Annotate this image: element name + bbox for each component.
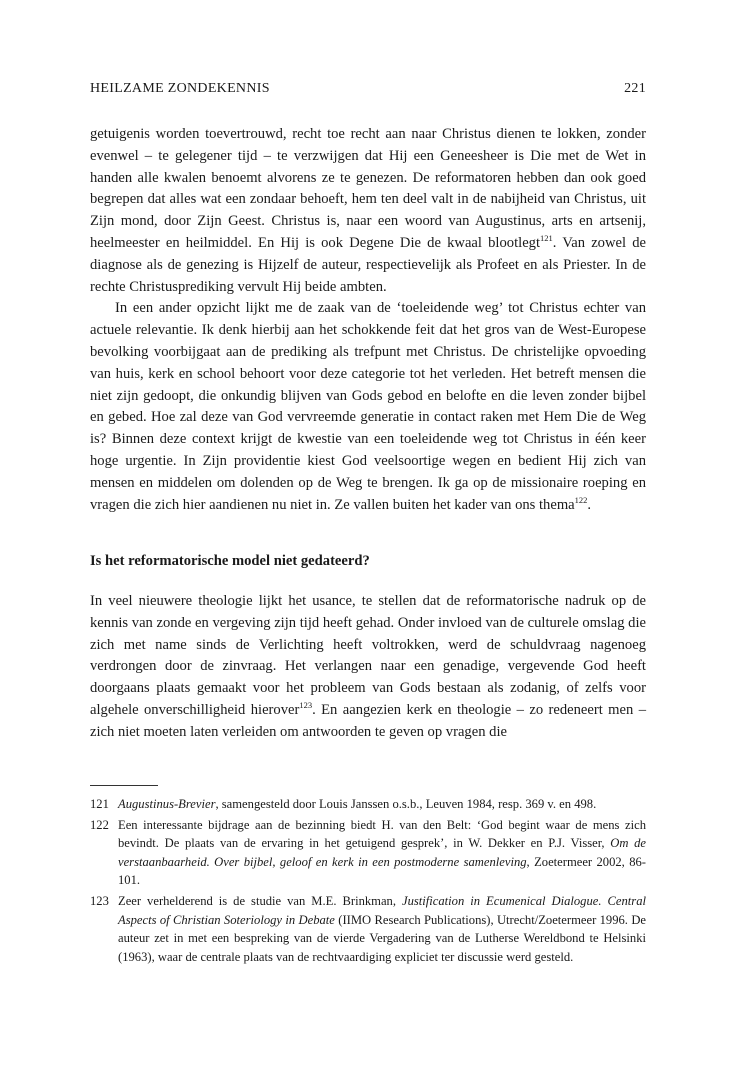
footnote-text [118, 816, 646, 890]
paragraph-3-text-b: . En aangezien kerk en theologie – zo redeneert men – zich niet moeten laten verleiden om antwoorden te geven op vragen die [90, 701, 646, 740]
paragraph-2 [90, 298, 646, 516]
page-number: 221 [624, 81, 646, 96]
footnote-body: , samengesteld door Louis Janssen o.s.b., Leuven 1984, resp. 369 v. en 498. [215, 797, 597, 811]
section-heading: Is het reformatorische model niet gedateerd? [90, 553, 370, 569]
footnote-number: 122 [90, 817, 109, 832]
footnote-number: 121 [90, 797, 109, 811]
footnote-body-end: , Zoetermeer 2002, 86-101. [118, 854, 646, 888]
paragraph-1 [90, 124, 646, 298]
footnote-divider [90, 785, 158, 786]
footnote-ref-123[interactable]: 123 [299, 700, 313, 711]
footnote-body: Zeer verhelderend is de studie van M.E. Brinkman, [118, 893, 403, 908]
footnote-123 [90, 892, 646, 966]
footnote-text [118, 892, 646, 966]
paragraph-2-text-a: In een ander opzicht lijkt me de zaak van de ‘toeleidende weg’ tot Christus echter van actuele relevantie. Ik denk hierbij aan het schokkende feit dat het gros van de West-Europese bevolking voorbijgaat aan de prediking als trefpunt met Christus. De christelijke opvoeding van huis, kerk en school behoort voor deze categorie tot het verleden. Het betreft mensen die niet zijn gedoopt, die onkundig blijven van Gods gebod en belofte en die leven zonder bijbel en gebed. Hoe zal deze van God vervreemde generatie in contact raken met Hem Die de Weg is? Binnen deze context krijgt de kwestie van een toeleidende weg tot Christus in één keer hoge urgentie. In Zijn providentie kiest God veelsoortige wegen en bedient Hij zich van mensen en middelen om dolenden op de Weg te brengen. Ik ga op de missionaire roeping en vragen die zich hier aandienen nu niet in. Ze vallen buiten het kader van ons thema [90, 300, 646, 513]
paragraph-2-text-b: . [587, 496, 592, 513]
footnote-number: 123 [90, 893, 109, 908]
section-body [90, 591, 646, 744]
footnote-121 [90, 795, 646, 814]
paragraph-1-text-b: . Van zowel de diagnose als de genezing is Hijzelf de auteur, respectievelijk als Profeet en als Priester. In de rechte Christusprediking vervult Hij beide ambten. [90, 234, 646, 295]
footnotes [90, 795, 646, 968]
footnote-title: Om de verstaanbaarheid. Over bijbel, geloof en kerk in een postmoderne samenleving [118, 836, 646, 869]
main-text [90, 124, 646, 516]
paragraph-3 [90, 591, 646, 744]
running-title: HEILZAME ZONDEKENNIS [90, 81, 270, 96]
footnote-title: Justification in Ecumenical Dialogue. Central Aspects of Christian Soteriology in Debate [118, 893, 646, 927]
footnote-ref-122[interactable]: 122 [574, 494, 588, 505]
paragraph-3-text-a: In veel nieuwere theologie lijkt het usance, te stellen dat de reformatorische nadruk op de kennis van zonde en vergeving zijn tijd heeft gehad. Onder invloed van de culturele omslag die zich met name sinds de Verlichting heeft voltrokken, werd de schuldvraag nagenoeg verdrongen door de zinvraag. Het verlangen naar een genadige, vergevende God heeft doorgaans plaats gemaakt voor het probleem van Gods bestaan als zodanig, of zelfs voor algehele onverschilligheid hierover [90, 593, 646, 718]
footnote-body: Een interessante bijdrage aan de bezinning biedt H. van den Belt: ‘God begint waar de mens zich bevindt. De plaats van de ervaring in het getuigend gesprek’, in W. Dekker en P.J. Visser, [118, 817, 646, 851]
book-page [90, 0, 646, 1068]
footnote-text [118, 795, 646, 814]
paragraph-1-text-a: getuigenis worden toevertrouwd, recht toe recht aan naar Christus dienen te lokken, zonder evenwel – te gelegener tijd – te verzwijgen dat Hij een Geneesheer is Die met de Wet in handen alle kwalen benoemt alvorens ze te genezen. De reformatoren hebben dan ook goed begrepen dat alles wat een zondaar behoeft, hem ten deel valt in de nabijheid van Christus, uit Zijn mond, door Zijn Geest. Christus is, naar een woord van Augustinus, arts en artsenij, heelmeester en heilmiddel. En Hij is ook Degene Die de kwaal blootlegt [90, 126, 646, 251]
footnote-title: Augustinus-Brevier [118, 797, 216, 811]
footnote-122 [90, 816, 646, 890]
footnote-ref-121[interactable]: 121 [540, 233, 553, 244]
footnote-body-end: (IIMO Research Publications), Utrecht/Zoetermeer 1996. De auteur zet in met een bespreking van de vierde Vergadering van de Lutherse Wereldbond te Helsinki (1963), waar de centrale plaats van de rechtvaardiging expliciet ter discussie werd gesteld. [118, 912, 646, 964]
